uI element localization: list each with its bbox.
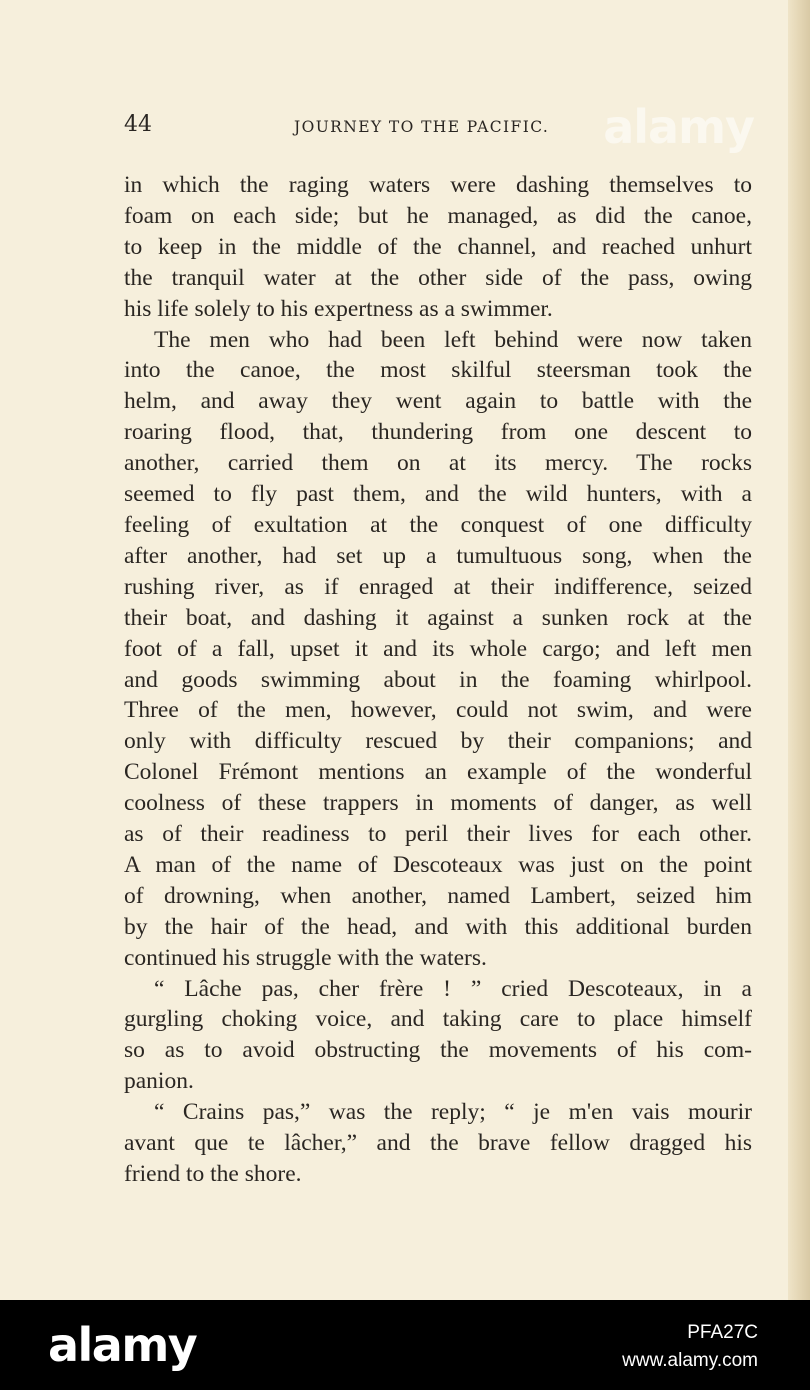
text-line: Three of the men, however, could not swim, and were <box>124 697 752 724</box>
watermark-logo: alamy <box>603 100 754 154</box>
text-line: Colonel Frémont mentions an example of the wonderful <box>124 759 752 786</box>
text-line: The men who had been left behind were now taken <box>154 326 752 353</box>
text-line: coolness of these trappers in moments of danger, as well <box>124 790 752 817</box>
text-line: to keep in the middle of the channel, and reached unhurt <box>124 233 752 260</box>
text-line: gurgling choking voice, and taking care to place himself <box>124 1006 752 1033</box>
footer-url: www.alamy.com <box>622 1350 758 1371</box>
paragraph <box>124 170 752 325</box>
text-line: by the hair of the head, and with this additional burden <box>124 913 752 940</box>
paragraph <box>124 1097 752 1190</box>
footer-bar <box>0 1300 810 1390</box>
text-line: continued his struggle with the waters. <box>124 944 487 971</box>
text-line: in which the raging waters were dashing themselves to <box>124 172 752 198</box>
text-line: foot of a fall, upset it and its whole cargo; and left men <box>124 635 752 662</box>
text-line: so as to avoid obstructing the movements of his com- <box>124 1037 752 1064</box>
text-line: after another, had set up a tumultuous song, when the <box>124 542 752 569</box>
text-line: of drowning, when another, named Lambert, seized him <box>124 882 752 909</box>
running-head: JOURNEY TO THE PACIFIC. <box>294 118 550 136</box>
text-line: their boat, and dashing it against a sunken rock at the <box>124 604 752 631</box>
text-line: into the canoe, the most skilful steersman took the <box>124 357 752 384</box>
text-line: as of their readiness to peril their lives for each other. <box>124 821 752 848</box>
paragraph <box>124 974 752 1098</box>
text-line: and goods swimming about in the foaming whirlpool. <box>124 666 752 693</box>
text-line: his life solely to his expertness as a swimmer. <box>124 295 553 322</box>
text-line: the tranquil water at the other side of the pass, owing <box>124 264 752 291</box>
page-edge <box>788 0 810 1300</box>
text-line: feeling of exultation at the conquest of one difficulty <box>124 511 752 538</box>
text-line: avant que te lâcher,” and the brave fellow dragged his <box>124 1130 752 1157</box>
text-line: “ Lâche pas, cher frère ! ” cried Descoteaux, in a <box>154 975 752 1002</box>
text-line: foam on each side; but he managed, as did the canoe, <box>124 202 752 229</box>
text-line: friend to the shore. <box>124 1161 302 1187</box>
text-line: rushing river, as if enraged at their indifference, seized <box>124 573 752 600</box>
page-number: 44 <box>124 112 152 137</box>
paragraph <box>124 325 752 974</box>
text-line: only with difficulty rescued by their companions; and <box>124 728 752 755</box>
text-line: another, carried them on at its mercy. The rocks <box>124 450 752 477</box>
footer-logo: alamy <box>48 1318 197 1372</box>
text-line: panion. <box>124 1068 194 1095</box>
text-line: “ Crains pas,” was the reply; “ je m'en vais mourir <box>154 1099 752 1126</box>
image-id: PFA27C <box>687 1322 758 1343</box>
text-line: roaring flood, that, thundering from one descent to <box>124 419 752 446</box>
text-line: seemed to fly past them, and the wild hunters, with a <box>124 481 752 508</box>
text-line: helm, and away they went again to battle with the <box>124 388 752 415</box>
text-line: A man of the name of Descoteaux was just on the point <box>124 851 752 878</box>
body-text <box>124 170 752 1190</box>
